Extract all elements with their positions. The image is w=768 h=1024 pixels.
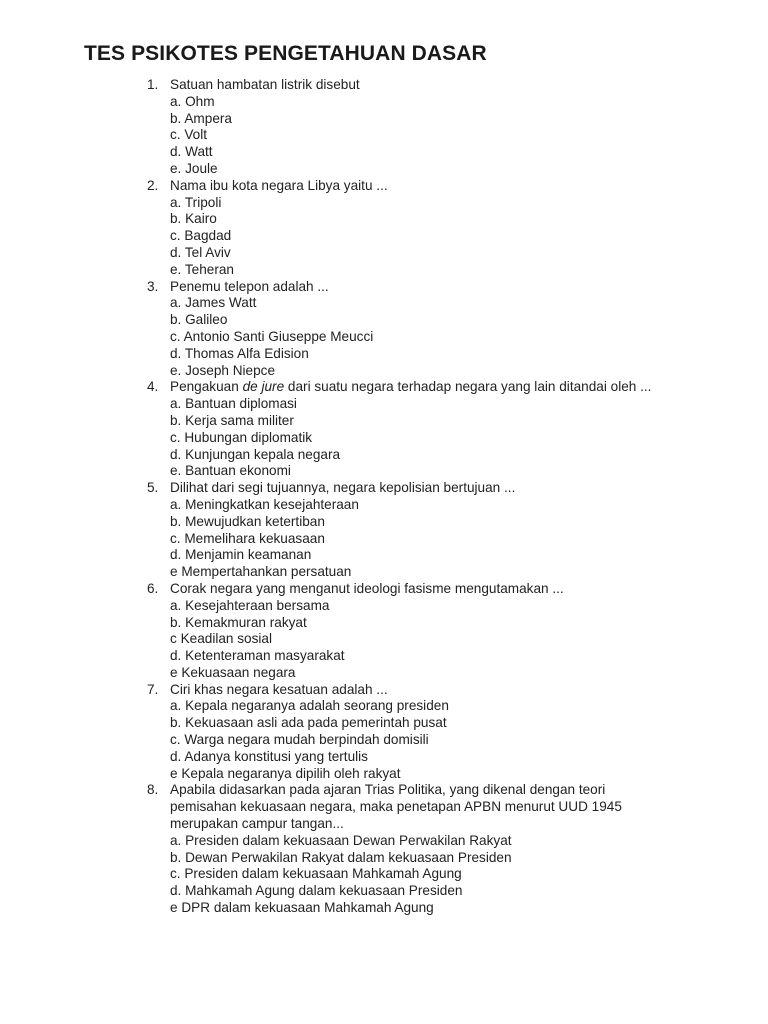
- option-b: b. Dewan Perwakilan Rakyat dalam kekuasaan Presiden: [170, 849, 512, 865]
- question-number: 6.: [147, 580, 159, 596]
- option-d: d. Thomas Alfa Edision: [170, 345, 309, 361]
- question-number: 8.: [147, 782, 159, 798]
- option-a: a. Kepala negaranya adalah seorang presiden: [170, 698, 449, 714]
- question-2: [0, 178, 768, 195]
- option-e: e Mempertahankan persatuan: [170, 564, 352, 580]
- option-d: d. Adanya konstitusi yang tertulis: [170, 748, 368, 764]
- option-d: d. Tel Aviv: [170, 244, 231, 260]
- option-a: a. James Watt: [170, 295, 257, 311]
- question-8: [0, 782, 768, 799]
- option-b: b. Ampera: [170, 110, 232, 126]
- question-4: [0, 379, 768, 396]
- question-1: [0, 77, 768, 94]
- question-text-line-1: Apabila didasarkan pada ajaran Trias Politika, yang dikenal dengan teori: [170, 782, 606, 798]
- option-c: c. Presiden dalam kekuasaan Mahkamah Agung: [170, 866, 462, 882]
- option-e: e. Bantuan ekonomi: [170, 463, 291, 479]
- question-number: 1.: [147, 77, 159, 92]
- option-d: d. Mahkamah Agung dalam kekuasaan Presiden: [170, 883, 463, 899]
- question-text: [170, 379, 651, 396]
- option-e: e Kekuasaan negara: [170, 664, 296, 680]
- option-b: b. Galileo: [170, 312, 228, 328]
- option-c: c. Memelihara kekuasaan: [170, 530, 325, 546]
- question-text-after: dari suatu negara terhadap negara yang lain ditandai oleh ...: [284, 379, 652, 395]
- question-text-line-3: merupakan campur tangan...: [170, 816, 344, 832]
- option-a: a. Tripoli: [170, 194, 222, 210]
- option-e: e DPR dalam kekuasaan Mahkamah Agung: [170, 900, 434, 916]
- option-c: c. Warga negara mudah berpindah domisili: [170, 732, 429, 748]
- option-b: b. Kemakmuran rakyat: [170, 614, 307, 630]
- question-text: Corak negara yang menganut ideologi fasisme mengutamakan ...: [170, 580, 564, 596]
- question-7: [0, 682, 768, 699]
- option-e: e Kepala negaranya dipilih oleh rakyat: [170, 765, 401, 781]
- option-d: d. Kunjungan kepala negara: [170, 446, 341, 462]
- question-text-line-2: pemisahan kekuasaan negara, maka penetapan APBN menurut UUD 1945: [170, 799, 622, 815]
- question-text-italic: de jure: [242, 379, 285, 395]
- option-b: b. Kairo: [170, 211, 217, 227]
- option-b: b. Kerja sama militer: [170, 412, 294, 428]
- option-b: b. Kekuasaan asli ada pada pemerintah pusat: [170, 715, 447, 731]
- option-a: a. Bantuan diplomasi: [170, 396, 297, 412]
- question-text: Ciri khas negara kesatuan adalah ...: [170, 681, 388, 697]
- question-5: [0, 480, 768, 497]
- option-a: a. Ohm: [170, 93, 215, 109]
- option-e: e. Joule: [170, 160, 218, 176]
- question-list: [0, 77, 768, 917]
- option-c: c. Bagdad: [170, 228, 232, 244]
- option-d: d. Ketenteraman masyarakat: [170, 648, 345, 664]
- option-c: c Keadilan sosial: [170, 631, 273, 647]
- question-number: 4.: [147, 379, 159, 395]
- option-e: e. Joseph Niepce: [170, 362, 276, 378]
- question-number: 7.: [147, 681, 159, 697]
- option-c: c. Volt: [170, 127, 208, 143]
- question-text: Penemu telepon adalah ...: [170, 278, 329, 294]
- option-a: a. Kesejahteraan bersama: [170, 597, 330, 613]
- option-a: a. Meningkatkan kesejahteraan: [170, 496, 359, 512]
- question-text-before: Pengakuan: [170, 379, 243, 395]
- question-text: Nama ibu kota negara Libya yaitu ...: [170, 177, 388, 193]
- option-c: c. Hubungan diplomatik: [170, 429, 313, 445]
- option-d: d. Menjamin keamanan: [170, 547, 312, 563]
- question-3: [0, 279, 768, 296]
- page-title: TES PSIKOTES PENGETAHUAN DASAR: [84, 42, 487, 65]
- option-e: e. Teheran: [170, 261, 234, 277]
- question-text: Satuan hambatan listrik disebut: [170, 77, 360, 92]
- question-text: Dilihat dari segi tujuannya, negara kepolisian bertujuan ...: [170, 480, 516, 496]
- option-c: c. Antonio Santi Giuseppe Meucci: [170, 328, 374, 344]
- question-number: 5.: [147, 480, 159, 496]
- option-d: d. Watt: [170, 144, 213, 160]
- question-number: 2.: [147, 177, 159, 193]
- option-b: b. Mewujudkan ketertiban: [170, 513, 325, 529]
- question-number: 3.: [147, 278, 159, 294]
- option-a: a. Presiden dalam kekuasaan Dewan Perwakilan Rakyat: [170, 832, 512, 848]
- question-6: [0, 581, 768, 598]
